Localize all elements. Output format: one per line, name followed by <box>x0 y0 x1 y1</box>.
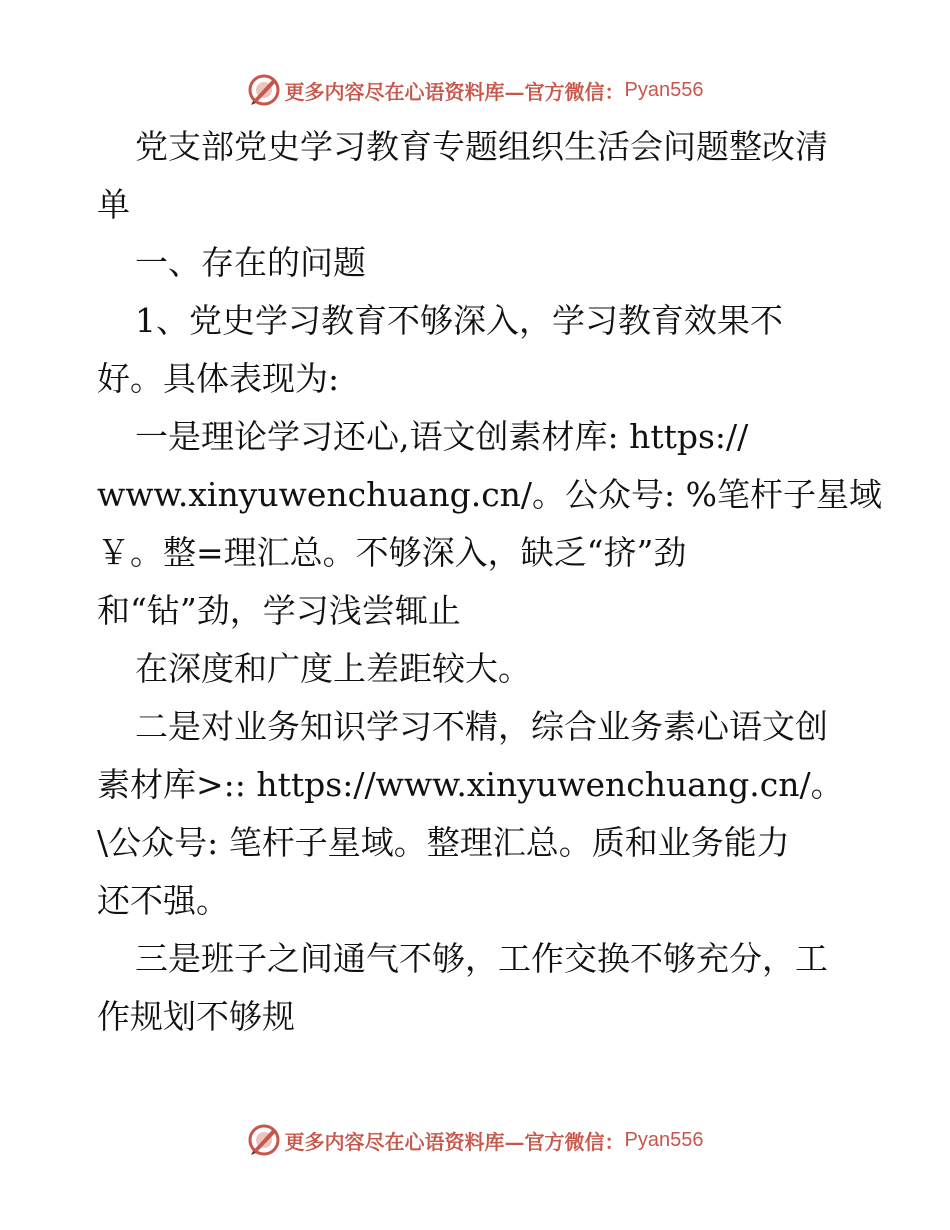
paragraph-line: 和“钻”劲，学习浅尝辄止 <box>97 591 461 630</box>
title-line: 单 <box>97 185 130 224</box>
watermark-text: 更多内容尽在心语资料库—官方微信： <box>284 79 625 104</box>
paragraph-line: 一是理论学习还心,语文创素材库: https:// <box>135 417 749 456</box>
paragraph-line: 作规划不够规 <box>97 997 295 1036</box>
paragraph-line: 二是对业务知识学习不精，综合业务素心语文创 <box>135 707 828 746</box>
watermark-wechat-id: Pyan556 <box>624 78 704 101</box>
watermark-wechat-id: Pyan556 <box>624 1128 704 1151</box>
paragraph-line: 在深度和广度上差距较大。 <box>135 649 531 688</box>
watermark-text: 更多内容尽在心语资料库—官方微信： <box>284 1129 625 1154</box>
paragraph-line: 好。具体表现为: <box>97 359 340 398</box>
header-watermark <box>0 70 950 110</box>
footer-watermark <box>0 1120 950 1160</box>
paragraph-line: 还不强。 <box>97 881 229 920</box>
document-body <box>97 118 883 1046</box>
section-heading: 一、存在的问题 <box>135 243 366 282</box>
paragraph-line: 1、党史学习教育不够深入，学习教育效果不 <box>135 301 783 340</box>
paragraph-line: ￥。整=理汇总。不够深入，缺乏“挤”劲 <box>97 533 687 572</box>
paragraph-line: www.xinyuwenchuang.cn/。公众号: %笔杆子星域 <box>97 475 883 514</box>
paragraph-line: \公众号: 笔杆子星域。整理汇总。质和业务能力 <box>97 823 790 862</box>
paragraph-line: 素材库>:: https://www.xinyuwenchuang.cn/。 <box>97 765 844 804</box>
title-line: 党支部党史学习教育专题组织生活会问题整改清 <box>135 127 828 166</box>
pen-logo-icon <box>247 1123 281 1157</box>
pen-logo-icon <box>247 73 281 107</box>
paragraph-line: 三是班子之间通气不够，工作交换不够充分，工 <box>135 939 828 978</box>
